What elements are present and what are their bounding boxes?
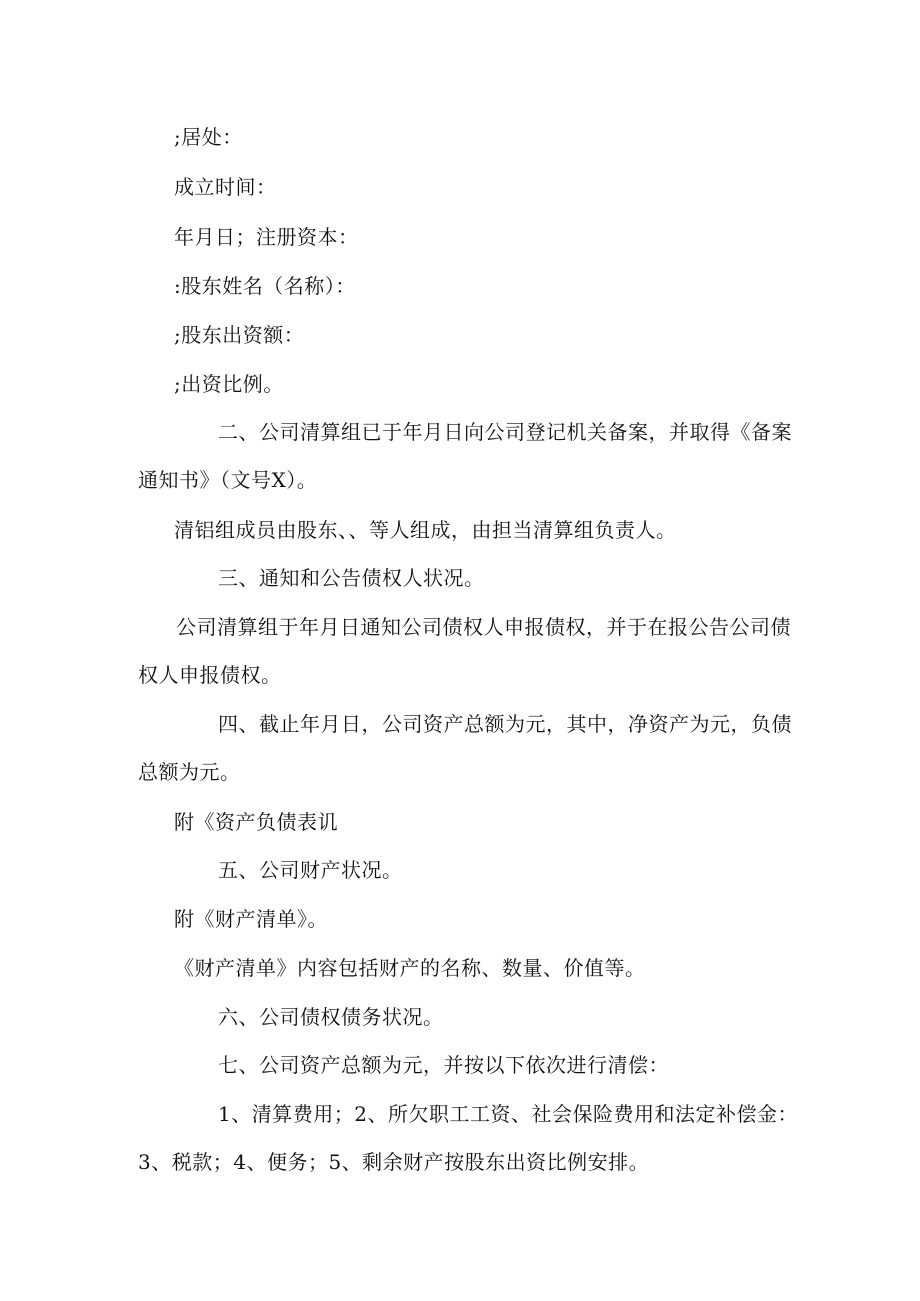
text-line-shareholder-contribution: ;股东出资额： [174,323,305,347]
text-line-section-2: 二、公司清算组已于年月日向公司登记机关备案，并取得《备案 [218,420,792,444]
text-line-repayment-order-cont: 3、税款；4、便务；5、剩余财产按股东出资比例安排。 [138,1150,650,1174]
text-line-section-4: 四、截止年月日，公司资产总额为元，其中，净资产为元，负债 [218,712,792,736]
text-line-established-date: 成立时间： [174,175,277,199]
text-line-registered-capital: 年月日；注册资本： [174,225,359,249]
text-line-creditor-notice: 公司清算组于年月日通知公司债权人申报债权，并于在报公告公司债 [176,615,791,639]
text-line-shareholder-name: :股东姓名（名称）： [174,274,356,298]
text-line-section-2-cont: 通知书》（文号X）。 [138,468,318,492]
text-line-contribution-ratio: ;出资比例。 [174,372,284,396]
text-line-team-members: 清铝组成员由股东、、等人组成，由担当清算组负责人。 [174,518,677,542]
text-line-creditor-notice-cont: 权人申报债权。 [138,663,282,687]
text-line-repayment-order: 1、清算费用；2、所欠职工工资、社会保险费用和法定补偿金： [218,1102,798,1126]
text-line-section-3: 三、通知和公告债权人状况。 [218,566,485,590]
text-line-property-list-contents: 《财产清单》内容包括财产的名称、数量、价值等。 [174,956,646,980]
text-line-section-7: 七、公司资产总额为元，并按以下依次进行清偿： [218,1053,669,1077]
text-line-property-list-attachment: 附《财产清单》。 [174,907,328,931]
text-line-section-6: 六、公司债权债务状况。 [218,1005,444,1029]
text-line-section-4-cont: 总额为元。 [138,760,241,784]
text-line-residence: ;居处： [174,125,243,149]
text-line-section-5: 五、公司财产状况。 [218,858,403,882]
text-line-balance-sheet-attachment: 附《资产负债表讥 [174,810,338,834]
